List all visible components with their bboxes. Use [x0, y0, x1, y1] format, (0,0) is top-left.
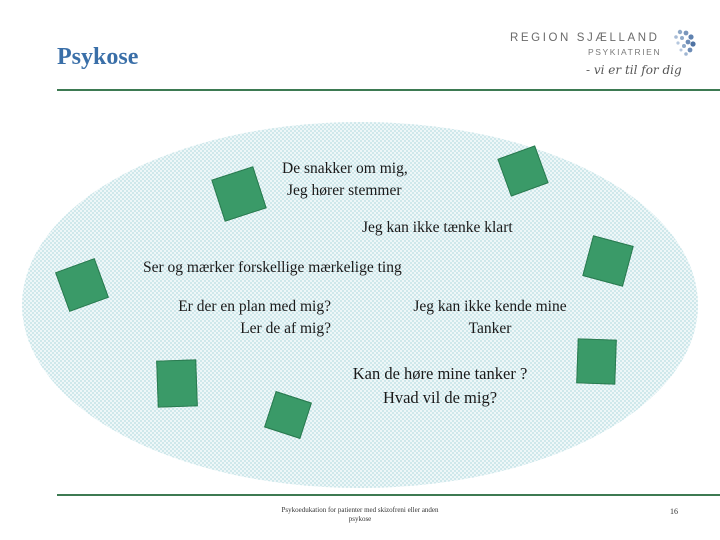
statement-perceptions: Ser og mærker forskellige mærkelige ting — [143, 259, 402, 276]
logo-psykiatrien-text: PSYKIATRIEN — [588, 47, 662, 57]
statement-plan: Er der en plan med mig? Ler de af mig? — [178, 298, 331, 337]
header-divider — [57, 89, 720, 91]
footer-divider — [57, 494, 720, 496]
logo-tagline: - vi er til for dig — [586, 63, 682, 77]
dots-cluster-icon — [666, 28, 698, 60]
statement-hear-thoughts: Kan de høre mine tanker ? Hvad vil de mig? — [352, 364, 528, 407]
logo-region-text: REGION SJÆLLAND — [510, 32, 660, 44]
slide-title: Psykose — [57, 44, 139, 70]
region-sjaelland-logo — [508, 28, 698, 88]
decorative-square — [576, 338, 617, 384]
statement-recognize-thoughts: Jeg kan ikke kende mine Tanker — [413, 298, 567, 337]
decorative-square — [156, 359, 198, 407]
footer-caption: Psykoedukation for patienter med skizofreni eller anden psykose — [281, 506, 439, 523]
statement-thinking: Jeg kan ikke tænke klart — [362, 219, 513, 236]
statement-voices: De snakker om mig, Jeg hører stemmer — [282, 160, 408, 199]
page-number: 16 — [670, 507, 678, 516]
